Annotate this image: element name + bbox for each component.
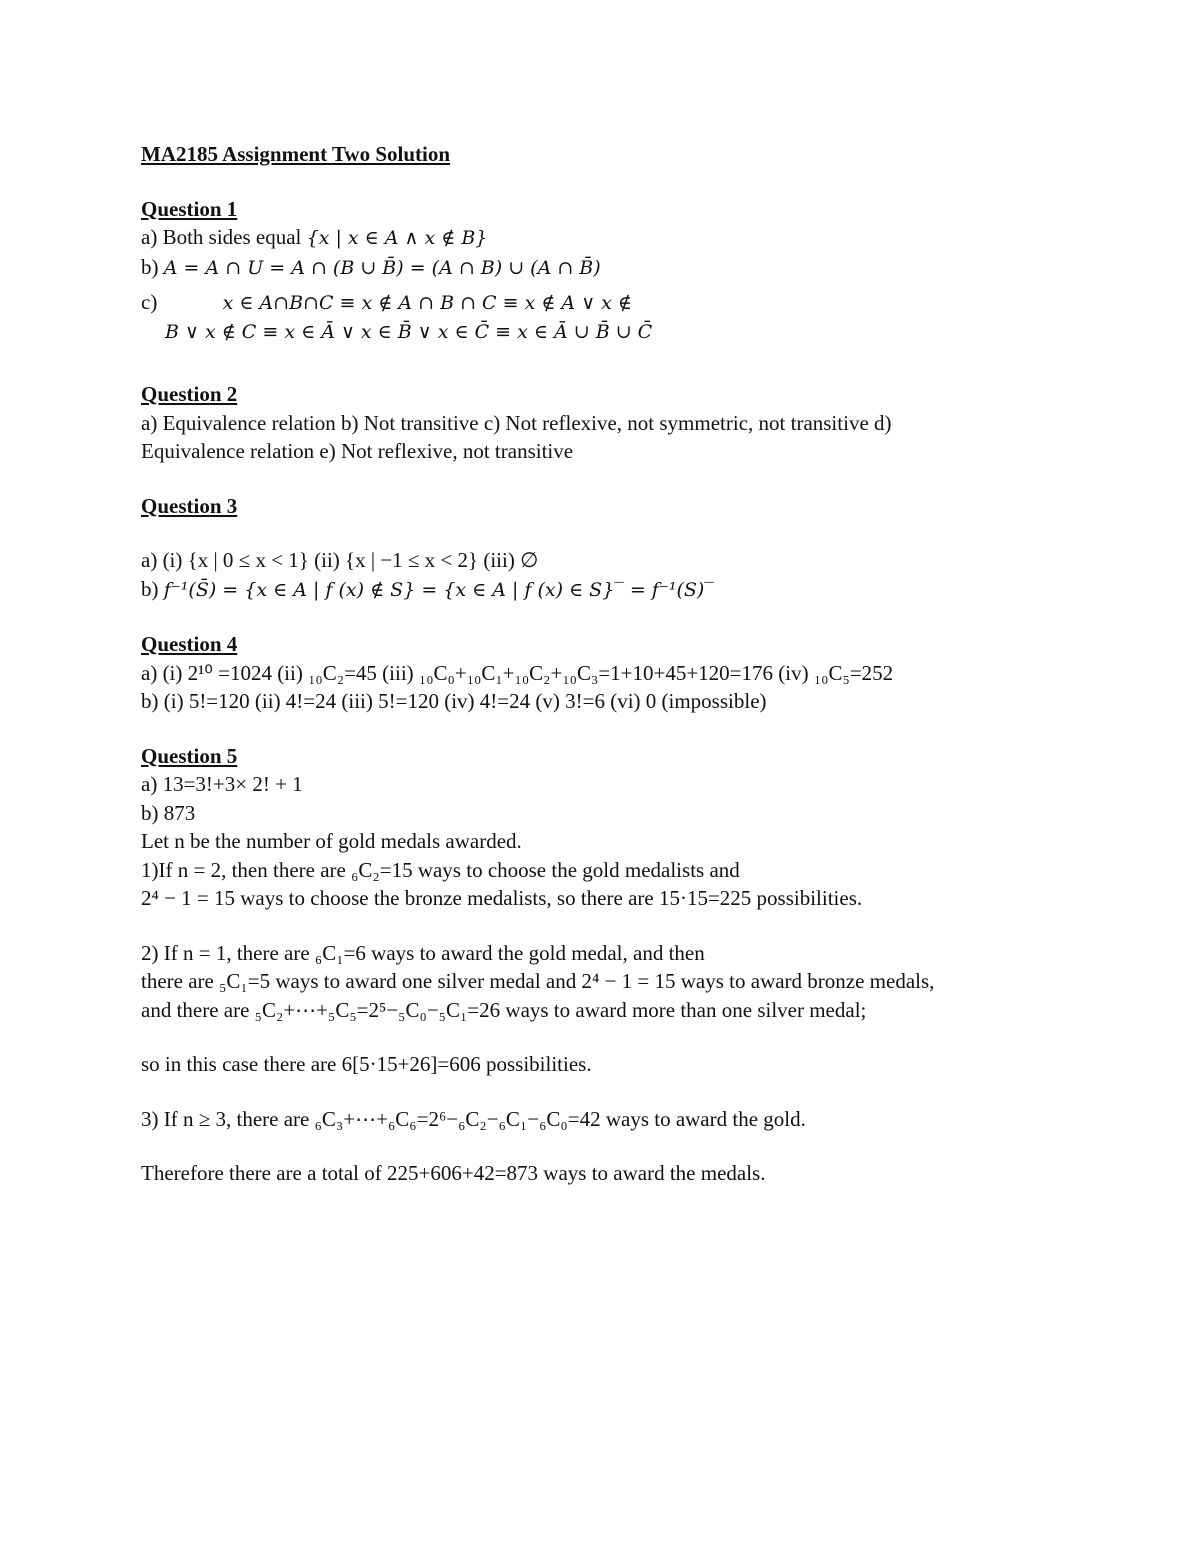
question-2-line-1: a) Equivalence relation b) Not transitive c) Not reflexive, not symmetric, not transitive d) [141,410,892,435]
q1a-prefix: a) Both sides equal [141,225,307,249]
question-1-part-c [141,288,1061,318]
question-2-heading: Question 2 [141,382,238,406]
question-5-total: Therefore there are a total of 225+606+42=873 ways to award the medals. [141,1161,766,1185]
question-5-case-2-line-4: so in this case there are 6[5·15+26]=606 possibilities. [141,1052,592,1076]
q1c-line-1: x ∈ A∩B∩C ≡ x ∉ A ∩ B ∩ C ≡ x ∉ A ∨ x ∉ [222,292,632,314]
question-1-heading: Question 1 [141,196,238,221]
q3b-math: f⁻¹(S̄) = {x ∈ A | f (x) ∉ S} = {x ∈ A | f (x) ∈ S}‾ = f⁻¹(S)‾ [163,578,714,601]
question-1-part-a [141,223,1061,253]
question-5-case-2-line-2: there are ₅C₁=5 ways to award one silver medal and 2⁴ − 1 = 15 ways to award bronze medals, [141,969,935,993]
question-3-heading: Question 3 [141,493,238,518]
question-1-part-b [141,253,1061,283]
question-4-heading: Question 4 [141,632,238,656]
question-5-case-1-line-1: 1)If n = 2, then there are ₆C₂=15 ways to choose the gold medalists and [141,857,740,882]
document-title: MA2185 Assignment Two Solution [141,142,451,166]
question-4-part-a: a) (i) 2¹⁰ =1024 (ii) ₁₀C₂=45 (iii) ₁₀C₀+₁₀C₁+₁₀C₂+₁₀C₃=1+10+45+120=176 (iv) ₁₀C₅=252 [141,660,894,685]
question-5-let: Let n be the number of gold medals awarded. [141,829,522,853]
question-5-case-2-line-3: and there are ₅C₂+⋯+₅C₅=2⁵−₅C₀−₅C₁=26 ways to award more than one silver medal; [141,997,867,1022]
question-5-case-2-line-1: 2) If n = 1, there are ₆C₁=6 ways to award the gold medal, and then [141,940,705,965]
document-page [141,140,1061,1188]
q1c-prefix: c) [141,290,158,314]
q1a-math: {x | x ∈ A ∧ x ∉ B} [306,227,488,249]
question-5-case-1-line-2: 2⁴ − 1 = 15 ways to choose the bronze medalists, so there are 15·15=225 possibilities. [141,886,863,910]
q1b-math: A = A ∩ U = A ∩ (B ∪ B̄) = (A ∩ B) ∪ (A ∩ B̄) [163,256,601,279]
question-2-line-2: Equivalence relation e) Not reflexive, not transitive [141,439,574,463]
question-5-case-3: 3) If n ≥ 3, there are ₆C₃+⋯+₆C₆=2⁶−₆C₂−₆C₁−₆C₀=42 ways to award the gold. [141,1106,806,1131]
question-3-part-b [141,575,1061,605]
question-5-part-b: b) 873 [141,800,196,825]
q3b-prefix: b) [141,576,164,601]
q1b-prefix: b) [141,254,164,279]
question-5-part-a: a) 13=3!+3× 2! + 1 [141,772,303,796]
question-3-part-a: a) (i) {x | 0 ≤ x < 1} (ii) {x | −1 ≤ x < 2} (iii) ∅ [141,548,539,572]
question-5-heading: Question 5 [141,743,238,768]
question-4-part-b: b) (i) 5!=120 (ii) 4!=24 (iii) 5!=120 (iv) 4!=24 (v) 3!=6 (vi) 0 (impossible) [141,689,767,713]
q1c-line-2: B ∨ x ∉ C ≡ x ∈ Ā ∨ x ∈ B̄ ∨ x ∈ C̄ ≡ x ∈ Ā ∪ B̄ ∪ C̄ [165,320,653,343]
